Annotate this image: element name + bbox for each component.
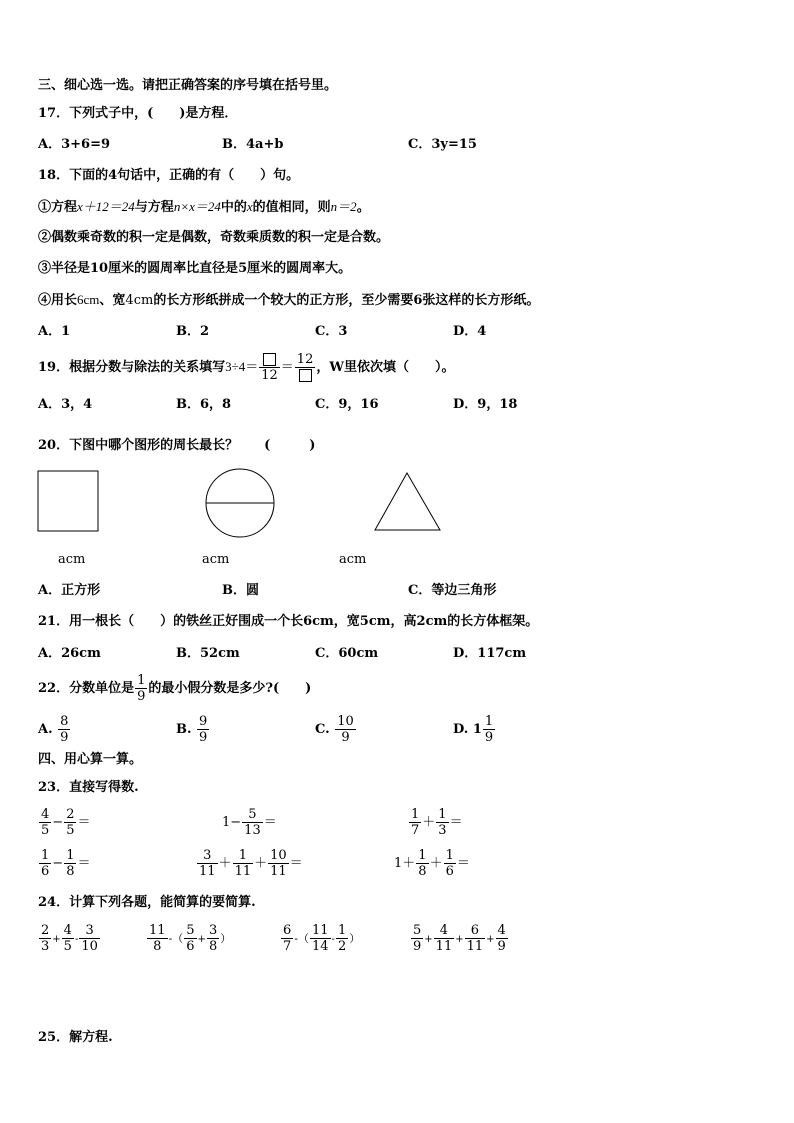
q23-expr-2: 1− $\frac{5}{13}$ ＝: [222, 807, 277, 838]
q18-statement-2: ②偶数乘奇数的积一定是偶数，奇数乘质数的积一定是合数。: [38, 230, 390, 245]
q21-option-c: C．60cm: [315, 646, 379, 661]
q20-label-triangle: acm: [339, 552, 367, 567]
q19-option-b: B．6，8: [176, 397, 232, 412]
q19-option-c: C．9，16: [315, 397, 379, 412]
blank-box-icon: [263, 353, 276, 366]
q20-option-a: A．正方形: [38, 583, 101, 598]
q22-stem: 22．分数单位是 $\frac{1}{9}$ 的最小假分数是多少?( ): [38, 673, 312, 704]
q24-expr-2: $\frac{11}{8}$ -（ $\frac{5}{6}$ + $\frac{3}{8}$ ）: [149, 923, 232, 954]
q24-expr-4: $\frac{5}{9}$ + $\frac{4}{11}$ + $\frac{6}{11}$ + $\frac{4}{9}$: [413, 923, 506, 954]
triangle-shape: [375, 473, 440, 530]
q18-statement-3: ③半径是10厘米的圆周率比直径是5厘米的圆周率大。: [38, 261, 352, 276]
square-shape: [38, 471, 98, 531]
q20-option-c: C．等边三角形: [408, 583, 497, 598]
q23-expr-1: $\frac{4}{5}$ − $\frac{2}{5}$ ＝: [41, 807, 91, 838]
q19-option-d: D．9，18: [453, 397, 518, 412]
q22-option-b: B. $\frac{9}{9}$: [176, 714, 208, 745]
q21-option-a: A．26cm: [38, 646, 101, 661]
blank-box-icon: [299, 369, 312, 382]
section-3-title: 三、细心选一选。请把正确答案的序号填在括号里。: [38, 78, 338, 93]
q22-option-d: D. 1 $\frac{1}{9}$: [453, 714, 494, 745]
q23-expr-6: 1＋ $\frac{1}{8}$ ＋ $\frac{1}{6}$ ＝: [394, 848, 470, 879]
q24-expr-1: $\frac{2}{3}$ + $\frac{4}{5}$ - $\frac{3}{10}$: [41, 923, 98, 954]
q19-stem: 19．根据分数与除法的关系填写3÷4＝ 12 ＝ 12 ，W里依次填（ ）。: [38, 352, 455, 383]
q23-stem: 23．直接写得数.: [38, 780, 139, 795]
q18-stem: 18．下面的4句话中，正确的有（ ）句。: [38, 168, 300, 183]
q20-label-circle: acm: [202, 552, 230, 567]
q25-stem: 25．解方程.: [38, 1030, 113, 1045]
q18-option-c: C．3: [315, 324, 348, 339]
q23-expr-3: $\frac{1}{7}$ ＋ $\frac{1}{3}$ ＝: [411, 807, 463, 838]
q22-option-a: A. $\frac{8}{9}$: [38, 714, 69, 745]
section-4-title: 四、用心算一算。: [38, 752, 143, 767]
q20-stem: 20．下图中哪个图形的周长最长？ ( ): [38, 438, 316, 453]
q17-stem: 17．下列式子中，( )是方程．: [38, 106, 238, 121]
q21-option-b: B．52cm: [176, 646, 240, 661]
q18-option-a: A．1: [38, 324, 71, 339]
q23-expr-4: $\frac{1}{6}$ − $\frac{1}{8}$ ＝: [41, 848, 91, 879]
q22-option-c: C. $\frac{10}{9}$: [315, 714, 354, 745]
q24-expr-3: $\frac{6}{7}$ -（ $\frac{11}{14}$ - $\frac{1}{2}$ ）: [283, 923, 361, 954]
q23-expr-5: $\frac{3}{11}$ ＋ $\frac{1}{11}$ ＋ $\frac{10}{11}$ ＝: [199, 848, 303, 879]
q19-option-a: A．3，4: [38, 397, 93, 412]
q17-option-c: C．3y=15: [408, 137, 477, 152]
q20-option-b: B．圆: [222, 583, 259, 598]
q18-statement-4: ④用长6cm、宽4cm的长方形纸拼成一个较大的正方形，至少需要6张这样的长方形纸。: [38, 292, 540, 308]
q18-option-d: D．4: [453, 324, 487, 339]
q18-option-b: B．2: [176, 324, 210, 339]
q20-figures: [0, 460, 500, 540]
q18-statement-1: ①方程x＋12＝24与方程n×x＝24中的x的值相同，则n＝2。: [38, 199, 370, 215]
q20-label-square: acm: [58, 552, 86, 567]
q17-option-a: A．3+6=9: [38, 137, 111, 152]
q21-stem: 21．用一根长（ ）的铁丝正好围成一个长6cm，宽5cm，高2cm的长方体框架。: [38, 614, 539, 629]
q17-option-b: B．4a+b: [222, 137, 284, 152]
q24-stem: 24．计算下列各题，能简算的要简算.: [38, 895, 256, 910]
q21-option-d: D．117cm: [453, 646, 527, 661]
